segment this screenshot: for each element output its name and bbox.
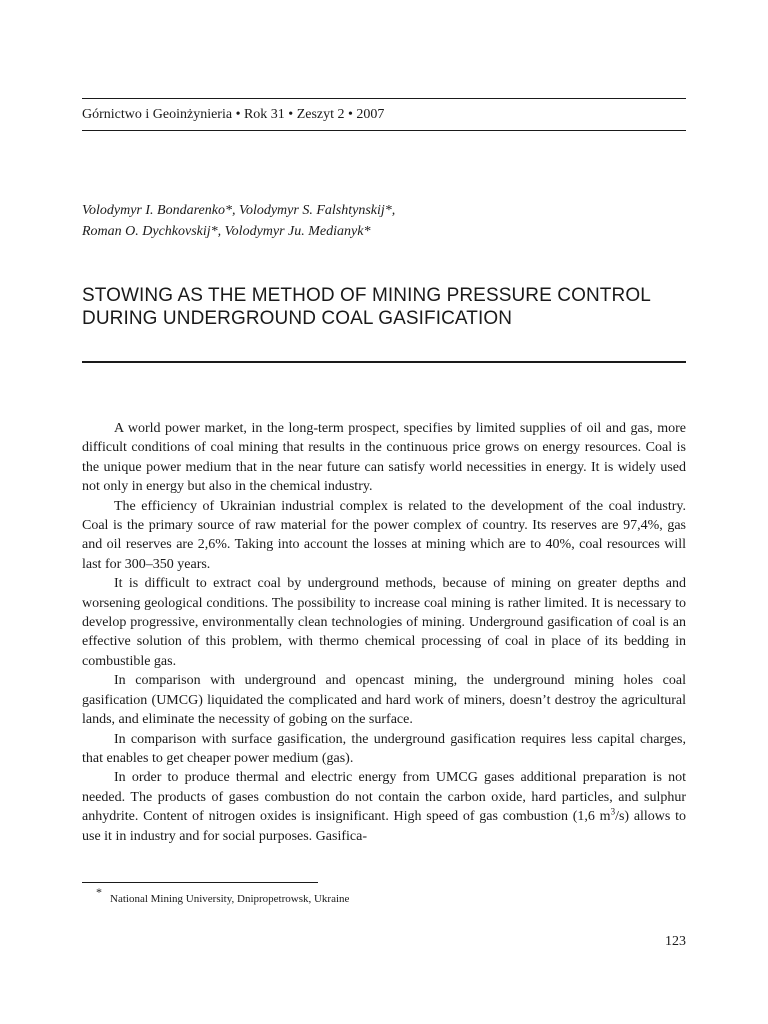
paper-title-line-2: DURING UNDERGROUND COAL GASIFICATION	[82, 308, 513, 329]
author-line-1: Volodymyr I. Bondarenko*, Volodymyr S. Falshtynskij*,	[82, 203, 396, 218]
paragraph-text: In order to produce thermal and electric energy from UMCG gases additional preparation is not needed. The products of gases combustion do not contain the carbon oxide, hard particles, and sulphur anhydrite. Content of nitrogen oxides is insignificant. High speed of gas combustion (1,6 m	[82, 770, 686, 825]
footnote-rule	[82, 882, 318, 883]
author-list	[82, 200, 686, 242]
paper-title	[82, 284, 686, 330]
paragraph: In comparison with surface gasification, the underground gasification requires less capital charges, that enables to get cheaper power medium (gas).	[82, 731, 686, 766]
footnote-mark: *	[96, 885, 102, 899]
paragraph-text: /s) allows to use it in industry and for social purposes. Gasifica-	[82, 809, 686, 844]
footnote-text: National Mining University, Dnipropetrowsk, Ukraine	[110, 893, 350, 905]
paragraph: In comparison with underground and opencast mining, the underground mining holes coal gasification (UMCG) liquidated the complicated and hard work of miners, doesn’t destroy the agricultural lands, and eliminate the necessity of gobing on the surface.	[82, 673, 686, 728]
footnote	[96, 885, 656, 907]
paragraph	[82, 768, 686, 846]
paragraph: The efficiency of Ukrainian industrial complex is related to the development of the coal industry. Coal is the primary source of raw material for the power complex of country. Its reserves are 97,4%, gas and oil reserves are 2,6%. Taking into account the losses at mining which are to 40%, coal resources will last for 300–350 years.	[82, 498, 686, 572]
body-text	[82, 419, 686, 846]
header-bottom-rule	[82, 130, 686, 131]
superscript: 3	[610, 806, 616, 817]
author-line-2: Roman O. Dychkovskij*, Volodymyr Ju. Medianyk*	[82, 224, 371, 239]
title-rule	[82, 361, 686, 363]
paragraph: A world power market, in the long-term prospect, specifies by limited supplies of oil and gas, more difficult conditions of coal mining that results in the continuous price grows on energy resources. Coal is the unique power medium that in the near future can satisfy world necessities in energy. It is widely used not only in energy but also in the chemical industry.	[82, 421, 686, 495]
journal-header: Górnictwo i Geoinżynieria • Rok 31 • Zeszyt 2 • 2007	[82, 107, 385, 122]
header-top-rule	[82, 98, 686, 99]
paper-title-line-1: STOWING AS THE METHOD OF MINING PRESSURE CONTROL	[82, 285, 651, 306]
page-number: 123	[665, 934, 686, 949]
paragraph: It is difficult to extract coal by underground methods, because of mining on greater depths and worsening geological conditions. The possibility to increase coal mining is rather limited. It is necessary to develop progressive, environmentally clean technologies of mining. Underground gasification of coal is an effective solution of this problem, with thermo chemical processing of coal in place of its bedding in combustible gas.	[82, 576, 686, 669]
